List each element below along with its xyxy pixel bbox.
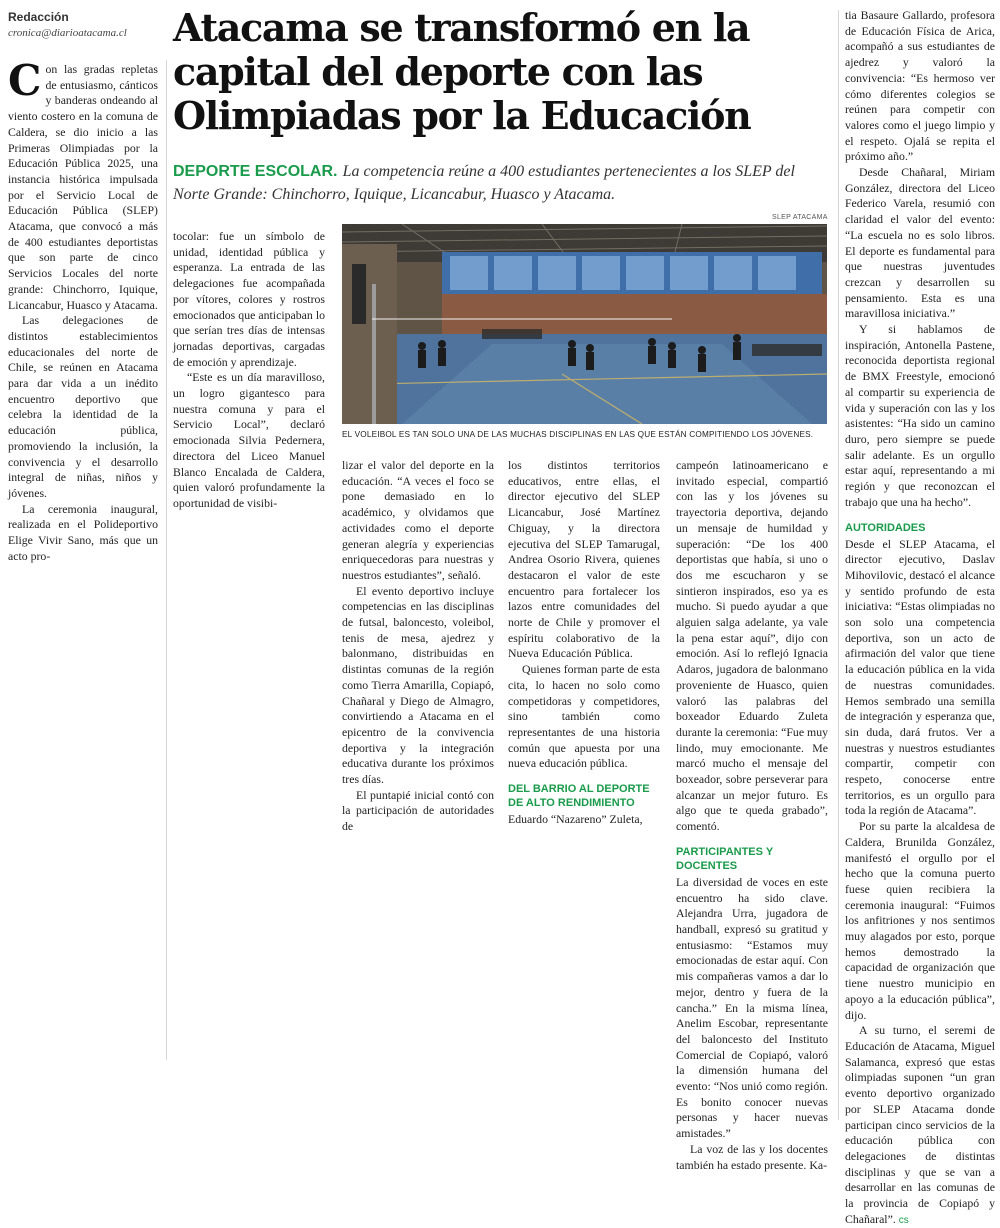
paragraph: “Este es un día maravilloso, un logro gigantesco para nuestra comuna y para el Servicio Local”, declaró emocionada Silvia Pedernera, directora del Liceo Manuel Blanco Encalada de Caldera, quien valoró profundamente la oportunidad de visibi- — [173, 370, 325, 510]
section-heading: DEL BARRIO AL DEPORTE DE ALTO RENDIMIENTO — [508, 783, 650, 810]
article-column-2 — [173, 229, 325, 512]
article-column-3 — [342, 458, 494, 835]
article-subhead — [173, 160, 833, 206]
paragraph: Eduardo “Nazareno” Zuleta, — [508, 812, 643, 827]
article-headline: Atacama se transformó en la capital del deporte con las Olimpiadas por la Educación — [173, 5, 751, 138]
volleyball-court-photo — [342, 224, 827, 424]
paragraph: tia Basaure Gallardo, profesora de Educación Física de Arica, acompañó a sus estudiantes de ajedrez y valoró la convivencia: “Es hermoso ver cómo diferentes colegios se reúnen para competir con valores como el juego limpio y el respeto. Ojalá se repita el próximo año.” — [845, 8, 995, 164]
paragraph: La voz de las y los docentes también ha estado presente. Ka- — [676, 1141, 828, 1172]
paragraph: Quienes forman parte de esta cita, lo hacen no solo como competidoras y competidores, sino también como representantes de una historia común que apuesta por una nueva educación pública. — [508, 662, 660, 771]
paragraph: los distintos territorios educativos, entre ellas, el director ejecutivo del SLEP Licancabur, José Martínez Chiguay, y la directora ejecutiva del SLEP Tamarugal, Andrea Osorio Rivera, quienes destacaron el valor de este encuentro para fortalecer los lazos entre comunidades del norte de Chile y promover el espíritu colaborativo de la Nueva Educación Pública. — [508, 458, 660, 661]
byline-author: Redacción — [8, 10, 69, 24]
paragraph: campeón latinoamericano e invitado especial, compartió con las y los jóvenes su trayectoria deportiva, dejando un mensaje de humildad y superación: “De los 400 deportistas que había, si uno o dos me escucharon y se sintieron inspirados, eso ya es mucho. Si puedo ayudar a que alguien salga adelante, ya vale la pena estar aquí”, dijo con emoción. Así lo reflejó Ignacia Adaros, jugadora de balonmano proveniente de Huasco, quien valoró las palabras del boxeador Eduardo Zuleta durante la ceremonia: “Fue muy lindo, muy emocionante. Me marcó mucho el mensaje del boxeador, sobre perseverar para alcanzar un mejor futuro. Es algo que te queda grabado”, comentó. — [676, 458, 828, 834]
subhead-deck: La competencia reúne a 400 estudiantes pertenecientes a los SLEP del Norte Grande: Chinchorro, Iquique, Licancabur, Huasco y Atacama. — [173, 163, 795, 203]
paragraph: Con las gradas repletas de entusiasmo, cánticos y banderas ondeando al viento costero en la comuna de Caldera, se dio inicio a las Primeras Olimpiadas por la Educación Pública 2025, una instancia histórica impulsada por el Servicio Local de Educación Pública (SLEP) Atacama, que convocó a más de 400 estudiantes deportistas que son parte de cinco Servicios Locales del norte grande: Chinchorro, Iquique, Licancabur, Huasco y Atacama. — [8, 56, 158, 312]
paragraph: El evento deportivo incluye competencias en las disciplinas de futsal, baloncesto, voleibol, tenis de mesa, ajedrez y balonmano, distribuidas en distintas comunas de la región como Tierra Amarilla, Copiapó, Chañaral y Diego de Almagro, convirtiendo a Atacama en el epicentro de la convivencia deportiva y la integración educativa durante los próximos tres días. — [342, 583, 494, 787]
paragraph: Desde Chañaral, Miriam González, directora del Liceo Federico Varela, resumió con claridad el valor del evento: “La escuela no es solo libros. El deporte es fundamental para que nuestras juventudes crezcan y desarrollen su pensamiento. Esta es una maravillosa iniciativa.” — [845, 165, 995, 321]
column-divider — [166, 60, 167, 1060]
article-column-1 — [8, 56, 158, 565]
paragraph: La diversidad de voces en este encuentro ha sido clave. Alejandra Urra, jugadora de handball, expresó su gratitud y entusiasmo: “Estamos muy emocionadas de estar aquí. Con mis compañeras vamos a dar lo mejor, dentro y fuera de la cancha.” En la misma línea, Anelim Escobar, representante del baloncesto del Instituto Comercial de Copiapó, valoró la dimensión humana del evento: “Nos unió como región. Es bonito conocer nuevas personas y hacer nuevas amistades.” — [676, 874, 828, 1141]
end-mark-icon: cs — [898, 1214, 909, 1226]
section-heading: PARTICIPANTES Y DOCENTES — [676, 845, 773, 872]
article-column-6 — [845, 8, 995, 1228]
paragraph: A su turno, el seremi de Educación de Atacama, Miguel Salamanca, expresó que estas olimpiadas suponen “un gran evento deportivo organizado por SLEP Atacama donde participan cinco servicios de la educación pública con delegaciones de distintas disciplinas y que se van a desarrollar en las comunas de la provincia de Copiapó y Chañaral”. cs — [845, 1023, 995, 1226]
subhead-kicker: DEPORTE ESCOLAR. — [173, 163, 338, 180]
article-column-5 — [676, 458, 828, 1173]
drop-cap: C — [8, 56, 42, 105]
photo-caption: EL VOLEIBOL ES TAN SOLO UNA DE LAS MUCHAS DISCIPLINAS EN LAS QUE ESTÁN COMPITIENDO LOS JÓVENES. — [342, 430, 814, 439]
paragraph: lizar el valor del deporte en la educación. “A veces el foco se pone demasiado en lo académico, y olvidamos que actividades como el deporte generan alegría y experiencias enriquecedoras para nuestras y nuestros estudiantes”, señaló. — [342, 458, 494, 582]
paragraph: Y si hablamos de inspiración, Antonella Pastene, reconocida deportista regional de BMX Freestyle, emocionó al compartir su experiencia de vida y superación con las y los asistentes: “Ha sido un camino duro, pero siempre se puede salir adelante. Es un orgullo estar aquí, representando a mi región y que reconozcan el trabajo que una ha hecho”. — [845, 322, 995, 509]
byline-email[interactable]: cronica@diarioatacama.cl — [8, 27, 127, 39]
paragraph: tocolar: fue un símbolo de unidad, identidad pública y esperanza. La entrada de las delegaciones fue acompañada por vítores, colores y rostros emocionados que anticipaban lo que serían tres días de intensas jornadas deportivas, cargadas de emoción y aprendizaje. — [173, 229, 325, 369]
paragraph: La ceremonia inaugural, realizada en el Polideportivo Elige Vivir Sano, más que un acto pro- — [8, 501, 158, 563]
paragraph: Por su parte la alcaldesa de Caldera, Brunilda González, manifestó el orgullo por el hecho que la comuna puerto fuese quien recibiera la ceremonia inaugural: “Fuimos los anfitriones y nos sentimos muy alagados por esto, porque hemos demostrado la capacidad de organización que tiene nuestro municipio en apoyo a la educación pública”, dijo. — [845, 819, 995, 1022]
paragraph: Las delegaciones de distintos establecimientos educacionales del norte de Chile, se reúnen en Atacama para dar vida a un inédito encuentro deportivo que celebra la identidad de la educación pública, promoviendo la inclusión, la convivencia y el desarrollo integral de niñas, niños y jóvenes. — [8, 313, 158, 500]
photo-credit: SLEP ATACAMA — [772, 214, 828, 221]
article-photo — [342, 224, 827, 424]
article-column-4 — [508, 458, 660, 828]
section-heading: AUTORIDADES — [845, 521, 926, 534]
paragraph: Desde el SLEP Atacama, el director ejecutivo, Daslav Mihovilovic, destacó el alcance y sentido profundo de esta iniciativa: “Estas olimpiadas no son solo una competencia deportiva, son un acto de afirmación del valor que tiene la educación pública en la vida de nuestras comunidades. Hemos sembrado una semilla de integración y esperanza que, sin duda, dará frutos. Ver a nuestras y nuestros estudiantes compartir, competir con respeto, conocerse entre territorios, es un orgullo para toda la región de Atacama”. — [845, 536, 995, 818]
column-divider — [838, 10, 839, 1120]
paragraph: El puntapié inicial contó con la participación de autoridades de — [342, 787, 494, 834]
